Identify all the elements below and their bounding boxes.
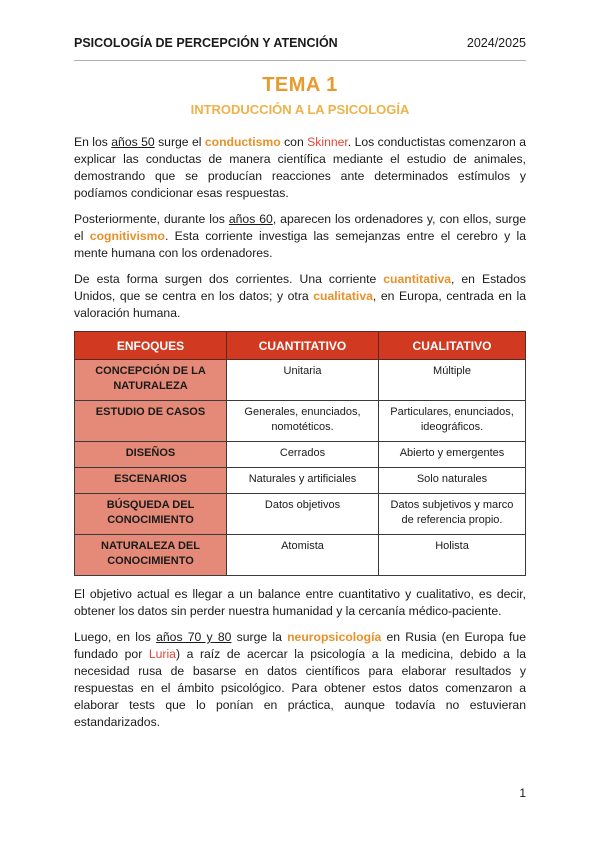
row-header: CONCEPCIÓN DE LA NATURALEZA bbox=[75, 360, 227, 401]
text: En los bbox=[74, 135, 112, 149]
person-name: Luria bbox=[148, 647, 176, 661]
comparison-table bbox=[74, 331, 526, 576]
column-header: CUANTITATIVO bbox=[227, 332, 379, 360]
keyword: cuantitativa bbox=[383, 272, 452, 286]
underlined-text: años 70 y 80 bbox=[156, 630, 232, 644]
table-cell: Particulares, enunciados, ideográficos. bbox=[379, 401, 526, 442]
text: . Esta corriente investiga las semejanzas entre el cerebro y la mente humana con los ordenadores. bbox=[74, 229, 527, 260]
table-cell: Cerrados bbox=[227, 442, 379, 468]
table-row bbox=[75, 442, 526, 468]
text: . Los conductistas comenzaron a explicar las conductas de manera científica mediante el estudio de animales, demostrando que se producían reacciones ante determinados estímulos y podíamos condicionar esas respuestas. bbox=[74, 135, 527, 200]
header-divider bbox=[74, 60, 526, 61]
row-header: BÚSQUEDA DEL CONOCIMIENTO bbox=[75, 494, 227, 535]
table-header-row bbox=[75, 332, 526, 360]
keyword: cognitivismo bbox=[89, 229, 165, 243]
table-row bbox=[75, 360, 526, 401]
text: , aparecen los ordenadores y, con ellos, surge el bbox=[74, 212, 527, 243]
text: surge la bbox=[231, 630, 288, 644]
table-cell: Datos objetivos bbox=[227, 494, 379, 535]
paragraph-corrientes bbox=[74, 271, 526, 322]
text: con bbox=[280, 135, 308, 149]
row-header: DISEÑOS bbox=[75, 442, 227, 468]
column-header: CUALITATIVO bbox=[379, 332, 526, 360]
page-title: TEMA 1 bbox=[262, 74, 338, 96]
column-header: ENFOQUES bbox=[75, 332, 227, 360]
row-header: ESTUDIO DE CASOS bbox=[75, 401, 227, 442]
running-header bbox=[74, 36, 526, 50]
text: Posteriormente, durante los bbox=[74, 212, 229, 226]
paragraph-neuropsicologia bbox=[74, 629, 526, 731]
person-name: Skinner bbox=[307, 135, 348, 149]
keyword: cualitativa bbox=[313, 289, 373, 303]
table-cell: Abierto y emergentes bbox=[379, 442, 526, 468]
table-cell: Unitaria bbox=[227, 360, 379, 401]
text: De esta forma surgen dos corrientes. Una corriente bbox=[74, 272, 384, 286]
row-header: NATURALEZA DEL CONOCIMIENTO bbox=[75, 535, 227, 576]
academic-year: 2024/2025 bbox=[466, 36, 526, 50]
keyword: conductismo bbox=[204, 135, 281, 149]
table-cell: Datos subjetivos y marco de referencia propio. bbox=[379, 494, 526, 535]
document-body bbox=[74, 134, 526, 740]
keyword: neuropsicología bbox=[287, 630, 382, 644]
paragraph-cognitivismo bbox=[74, 211, 526, 262]
page-subtitle: INTRODUCCIÓN A LA PSICOLOGÍA bbox=[190, 102, 410, 117]
text: , en Europa, centrada en la valoración humana. bbox=[74, 289, 527, 320]
table-row bbox=[75, 401, 526, 442]
text: surge el bbox=[154, 135, 205, 149]
table-row bbox=[75, 494, 526, 535]
paragraph-conductismo bbox=[74, 134, 526, 202]
course-title: PSICOLOGÍA DE PERCEPCIÓN Y ATENCIÓN bbox=[74, 36, 338, 50]
table-cell: Solo naturales bbox=[379, 468, 526, 494]
row-header: ESCENARIOS bbox=[75, 468, 227, 494]
text: Luego, en los bbox=[74, 630, 157, 644]
table-row bbox=[75, 535, 526, 576]
table-cell: Múltiple bbox=[379, 360, 526, 401]
table-cell: Generales, enunciados, nomotéticos. bbox=[227, 401, 379, 442]
underlined-text: años 60 bbox=[228, 212, 273, 226]
table-row bbox=[75, 468, 526, 494]
text: ) a raíz de acercar la psicología a la medicina, debido a la necesidad rusa de basarse en datos científicos para elaborar resultados y respuestas en el ámbito psicológico. Para obtener estos datos comenzaron a elaborar tests que lo ponían en práctica, aunque todavía no estuvieran estandarizados. bbox=[74, 647, 526, 729]
underlined-text: años 50 bbox=[111, 135, 155, 149]
paragraph-balance: El objetivo actual es llegar a un balance entre cuantitativo y cualitativo, es decir, obtener los datos sin perder nuestra humanidad y la cercanía médico-paciente. bbox=[74, 587, 526, 618]
text: en Rusia (en Europa fue fundado por bbox=[74, 630, 526, 661]
table-cell: Atomista bbox=[227, 535, 379, 576]
text: , en Estados Unidos, que se centra en los datos; y otra bbox=[74, 272, 526, 303]
table-cell: Naturales y artificiales bbox=[227, 468, 379, 494]
table-cell: Holista bbox=[379, 535, 526, 576]
page-number: 1 bbox=[519, 786, 526, 800]
